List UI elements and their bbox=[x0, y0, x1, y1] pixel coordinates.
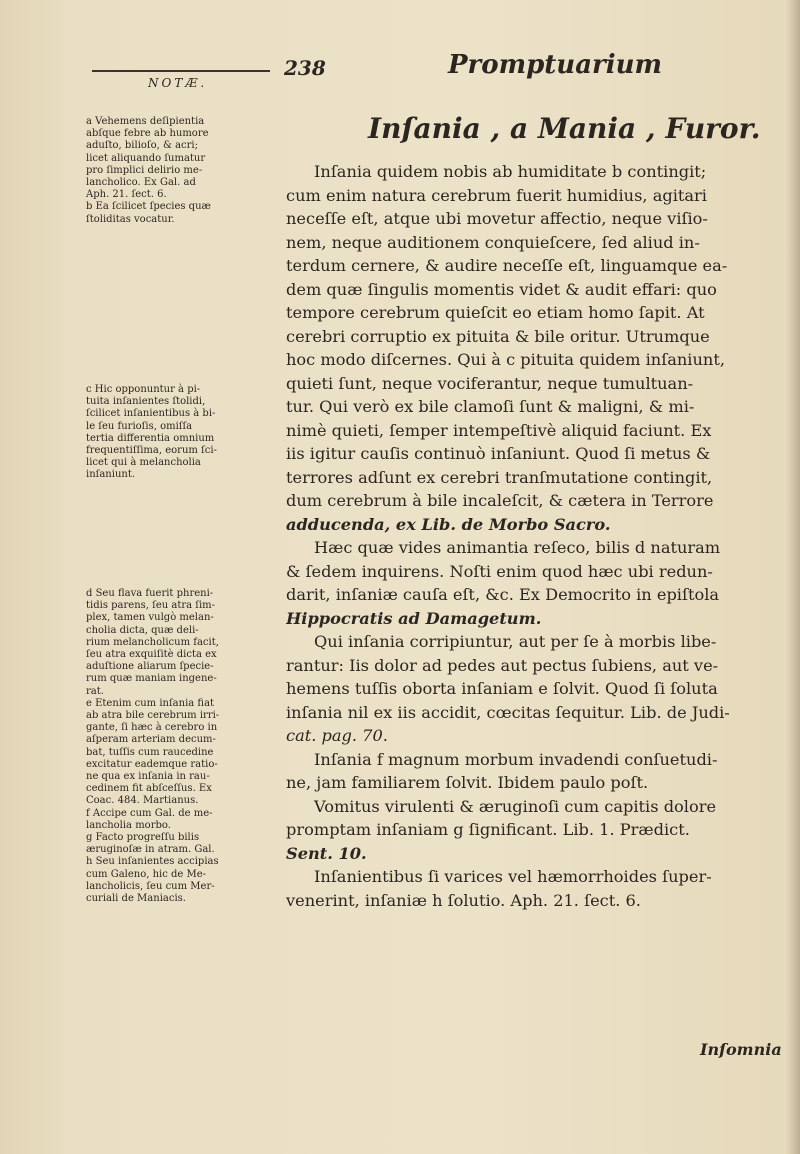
text-line: darit, inſaniæ cauſa eſt, &c. Ex Democrito in epiſtola bbox=[286, 585, 720, 604]
text-line: Qui inſania corripiuntur, aut per ſe à morbis libe- bbox=[314, 632, 717, 651]
header-rule bbox=[92, 70, 270, 72]
text-line: hoc modo diſcernes. Qui à c pituita quidem inſaniunt, bbox=[286, 350, 725, 369]
text-line: Hippocratis ad Damagetum. bbox=[286, 608, 542, 628]
text-line: cerebri corruptio ex pituita & bile oritur. Utrumque bbox=[286, 326, 710, 346]
text-line: Vomitus virulenti & æruginoſi cum capitis dolore bbox=[314, 796, 717, 816]
text-line: hemens tuſſis oborta inſaniam e ſolvit. Quod ſi ſoluta bbox=[286, 679, 718, 698]
text-line: tur. Qui verò ex bile clamoſi ſunt & maligni, & mi- bbox=[286, 397, 695, 416]
text-line: inſania nil ex iis accidit, cœcitas ſequitur. Lib. de Judi- bbox=[286, 702, 730, 722]
text-line: & ſedem inquirens. Noſti enim quod hæc ubi redun- bbox=[286, 561, 713, 581]
text-line: nimè quieti, ſemper intempeſtivè aliquid faciunt. Ex bbox=[286, 420, 712, 440]
text-line: Inſanientibus ſi varices vel hæmorrhoides ſuper- bbox=[314, 867, 712, 886]
section-heading: Inſania , a Mania , Furor. bbox=[368, 112, 761, 145]
text-line: Hæc quæ vides animantia reſeco, bilis d naturam bbox=[314, 538, 721, 557]
text-line: terdum cernere, & audire neceſſe eſt, linguamque ea- bbox=[286, 256, 728, 275]
text-line: rantur: Iis dolor ad pedes aut pectus ſubiens, aut ve- bbox=[286, 655, 719, 675]
text-line: Sent. 10. bbox=[286, 843, 367, 863]
text-line: cum enim natura cerebrum fuerit humidius, agitari bbox=[286, 185, 707, 205]
text-line: ne, jam familiarem ſolvit. Ibidem paulo poſt. bbox=[286, 773, 649, 792]
text-line: neceſſe eſt, atque ubi movetur affectio, neque viſio- bbox=[286, 209, 708, 228]
text-line: dum cerebrum à bile incaleſcit, & cætera in Terrore bbox=[286, 491, 714, 510]
note-d-h: d Seu flava fuerit phreni- tidis parens, ſeu atra ſim- plex, tamen vulgò melan- cholia dicta, quæ deli- rium melancholicum facit, ſeu atra exquiſitè dicta ex aduſtione aliarum ſpecie- rum quæ maniam ingene- rat. e Etenim cum inſania fiat ab atra bile cerebrum irri- gante, ſi hæc à cerebro in aſperam arteriam decum- bat, tuſſis cum raucedine excitatur eademque ratio- ne qua ex inſania in rau- cedinem fit abſceſſus. Ex Coac. 484. Martianus. f Accipe cum Gal. de me- lancholia morbo. g Facto progreſſu bilis æruginoſæ in atram. Gal. h Seu inſanientes accipias cum Galeno, hic de Me- lancholicis, ſeu cum Mer- curiali de Maniacis. bbox=[86, 588, 220, 905]
text-line: venerint, inſaniæ h ſolutio. Aph. 21. ſect. 6. bbox=[286, 890, 641, 910]
text-line: nem, neque auditionem conquieſcere, ſed aliud in- bbox=[286, 232, 700, 252]
text-line: iis igitur cauſis continuò inſaniunt. Quod ſi metus & bbox=[286, 444, 711, 463]
text-line: tempore cerebrum quieſcit eo etiam homo ſapit. At bbox=[286, 303, 705, 322]
note-c: c Hic opponuntur à pi- tuita inſanientes ſtolidi, ſcilicet inſanientibus à bi- le ſeu furioſis, omiſſa tertia differentia omnium frequentiſſima, eorum ſci- licet qui à melancholia inſaniunt. bbox=[86, 384, 217, 481]
text-line: Inſania quidem nobis ab humiditate b contingit; bbox=[314, 162, 707, 181]
catchword: Inſomnia bbox=[700, 1040, 782, 1059]
text-line: Inſania f magnum morbum invadendi conſuetudi- bbox=[314, 749, 718, 769]
main-text bbox=[286, 160, 792, 912]
note-a-b: a Vehemens deſipientia abſque febre ab humore aduſto, bilioſo, & acri; licet aliquando ſumatur pro ſimplici delirio me- lancholico. Ex Gal. ad Aph. 21. ſect. 6. b Ea ſcilicet ſpecies quæ ſtoliditas vocatur. bbox=[86, 116, 211, 225]
text-line: terrores adſunt ex cerebri tranſmutatione contingit, bbox=[286, 467, 713, 487]
notes-header: NOTÆ. bbox=[148, 76, 208, 90]
page-number: 238 bbox=[284, 56, 326, 80]
text-line: promptam inſaniam g ſignificant. Lib. 1. Prædict. bbox=[286, 820, 690, 839]
text-line: quieti ſunt, neque vociferantur, neque tumultuan- bbox=[286, 373, 694, 393]
text-line: cat. pag. 70. bbox=[286, 726, 388, 745]
text-line: adducenda, ex Lib. de Morbo Sacro. bbox=[286, 514, 611, 534]
running-title: Promptuarium bbox=[448, 50, 663, 80]
text-line: dem quæ ſingulis momentis videt & audit effari: quo bbox=[286, 279, 717, 299]
